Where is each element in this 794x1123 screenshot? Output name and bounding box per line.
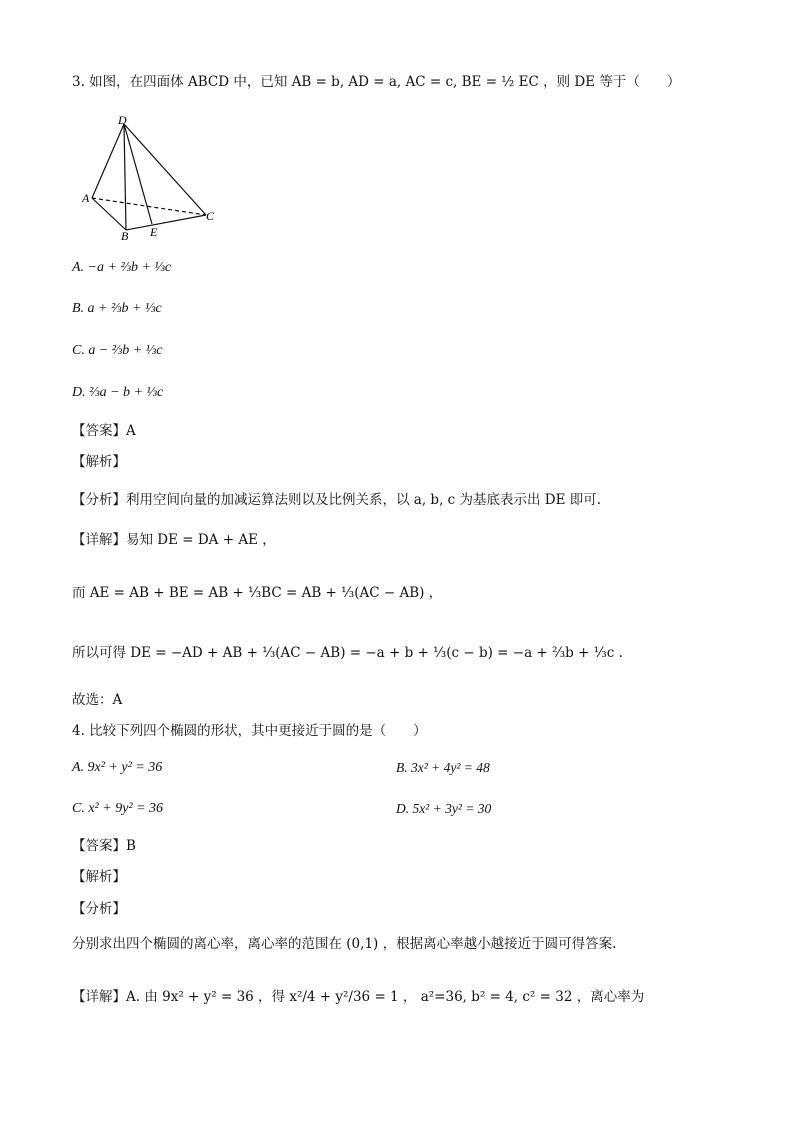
label-C: C	[206, 209, 215, 223]
edge-BC	[126, 215, 206, 230]
q4-option-a: A. 9x² + y² = 36	[72, 760, 163, 775]
q3-analysis: 【分析】利用空间向量的加减运算法则以及比例关系，以 a, b, c 为基底表示出 DE 即可.	[72, 492, 602, 508]
q4-analysis-label: 【分析】	[72, 901, 126, 917]
q3-choice: 故选：A	[72, 692, 123, 708]
q3-stem: 3. 如图，在四面体 ABCD 中，已知 AB = b, AD = a, AC = c, BE = ½ EC ，则 DE 等于（ ）	[72, 74, 681, 90]
q3-answer: 【答案】A	[72, 423, 136, 439]
q3-detail-2: 而 AE = AB + BE = AB + ⅓BC = AB + ⅓(AC − AB) ，	[72, 585, 443, 601]
q4-analysis-title: 【解析】	[72, 869, 126, 885]
q3-detail-3: 所以可得 DE = −AD + AB + ⅓(AC − AB) = −a + b + ⅓(c − b) = −a + ⅔b + ⅓c .	[72, 645, 623, 661]
q4-answer: 【答案】B	[72, 838, 136, 854]
q4-stem: 4. 比较下列四个椭圆的形状，其中更接近于圆的是（ ）	[72, 723, 427, 739]
q3-option-a: A. −a + ⅔b + ⅓c	[72, 260, 172, 275]
label-B: B	[121, 229, 129, 242]
q4-analysis: 分别求出四个椭圆的离心率，离心率的范围在 (0,1) ，根据离心率越小越接近于圆可得答案.	[72, 936, 617, 952]
q3-option-c: C. a − ⅔b + ⅓c	[72, 343, 163, 358]
q3-analysis-title: 【解析】	[72, 454, 126, 470]
label-A: A	[82, 191, 90, 205]
q3-option-b: B. a + ⅔b + ⅓c	[72, 301, 162, 316]
q4-option-b: B. 3x² + 4y² = 48	[396, 760, 490, 775]
edge-DB	[124, 124, 126, 230]
edge-DA	[92, 124, 124, 198]
q4-detail: 【详解】A. 由 9x² + y² = 36 ，得 x²/4 + y²/36 = 1 ， a²=36, b² = 4, c² = 32 ，离心率为	[72, 989, 645, 1005]
tetrahedron-figure	[76, 112, 226, 242]
q4-option-d: D. 5x² + 3y² = 30	[396, 801, 492, 816]
label-D: D	[118, 113, 127, 127]
q3-detail-1: 【详解】易知 DE = DA + AE ，	[72, 532, 276, 548]
q4-option-c: C. x² + 9y² = 36	[72, 801, 164, 816]
label-E: E	[150, 225, 158, 239]
q3-option-d: D. ⅔a − b + ⅓c	[72, 385, 164, 400]
